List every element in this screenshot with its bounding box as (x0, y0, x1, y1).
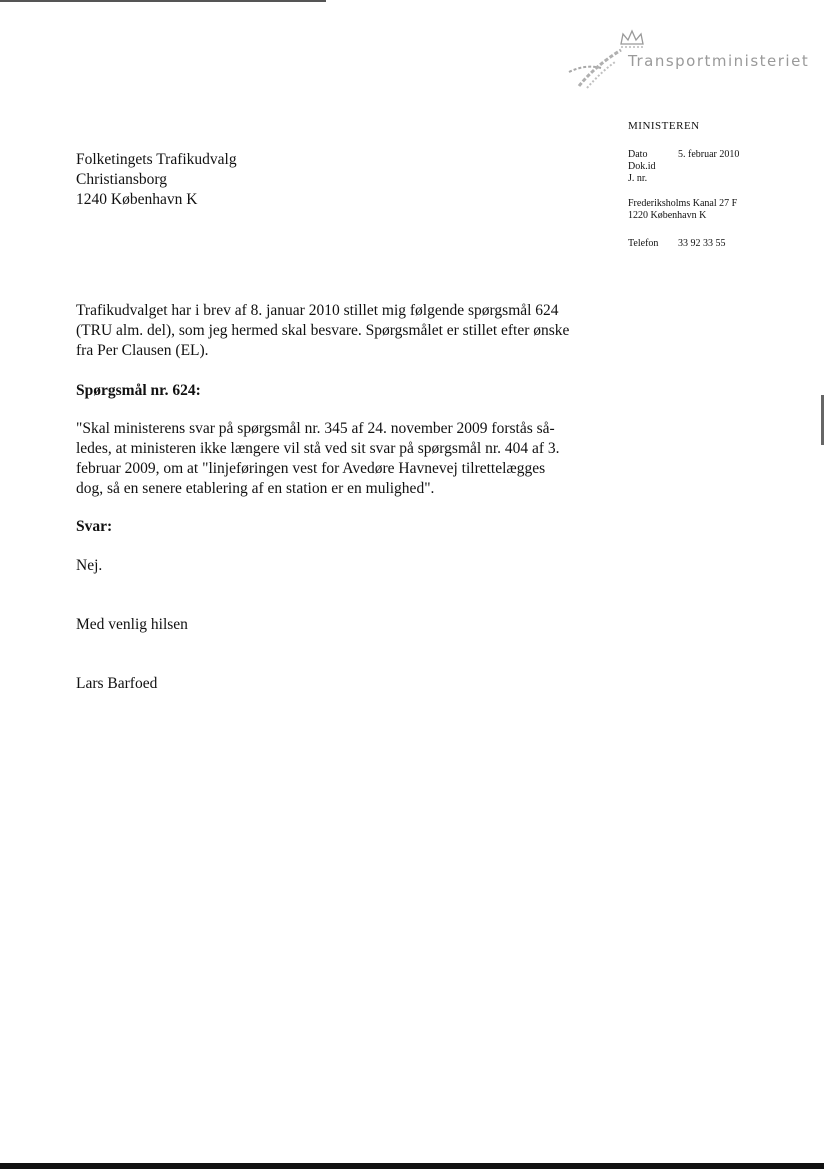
answer-text: Nej. (76, 557, 103, 574)
dokid-label: Dok.id (628, 161, 656, 172)
phone-value: 33 92 33 55 (678, 238, 726, 249)
scan-border-top (0, 0, 326, 2)
jnr-label: J. nr. (628, 173, 648, 184)
signature-name: Lars Barfoed (76, 675, 158, 692)
date-label: Dato (628, 149, 648, 160)
question-line4: dog, så en senere etablering af en station er en mulighed". (76, 480, 435, 497)
question-heading: Spørgsmål nr. 624: (76, 382, 201, 399)
sender-address (628, 198, 737, 222)
organization-name: Transportministeriet (628, 52, 810, 70)
sender-address-line2: 1220 København K (628, 210, 707, 221)
question-text (76, 419, 596, 499)
question-line1: "Skal ministerens svar på spørgsmål nr. 345 af 24. november 2009 forstås så- (76, 420, 555, 437)
answer-heading: Svar: (76, 518, 113, 535)
date-value: 5. februar 2010 (678, 149, 740, 160)
recipient-address (76, 150, 237, 210)
intro-line1: Trafikudvalget har i brev af 8. januar 2010 stillet mig følgende spørgsmål 624 (76, 302, 559, 319)
phone-label: Telefon (628, 238, 659, 249)
question-line2: ledes, at ministeren ikke længere vil stå ved sit svar på spørgsmål nr. 404 af 3. (76, 440, 560, 457)
dokid-row (628, 161, 739, 173)
sender-title: MINISTEREN (628, 120, 700, 132)
recipient-line3: 1240 København K (76, 191, 198, 208)
intro-paragraph (76, 301, 596, 361)
question-line3: februar 2009, om at "linjeføringen vest for Avedøre Havnevej tilrettelægges (76, 460, 546, 477)
date-row (628, 149, 739, 161)
sender-address-line1: Frederiksholms Kanal 27 F (628, 198, 738, 209)
letterhead-logo (565, 28, 810, 98)
closing-greeting: Med venlig hilsen (76, 616, 188, 633)
scan-border-bottom (0, 1163, 824, 1169)
jnr-row (628, 173, 739, 185)
recipient-line1: Folketingets Trafikudvalg (76, 151, 237, 168)
intro-line2: (TRU alm. del), som jeg hermed skal besvare. Spørgsmålet er stillet efter ønske (76, 322, 570, 339)
intro-line3: fra Per Clausen (EL). (76, 342, 209, 359)
recipient-line2: Christiansborg (76, 171, 167, 188)
crown-icon (617, 28, 647, 50)
phone-row (628, 238, 726, 250)
document-meta (628, 149, 739, 185)
